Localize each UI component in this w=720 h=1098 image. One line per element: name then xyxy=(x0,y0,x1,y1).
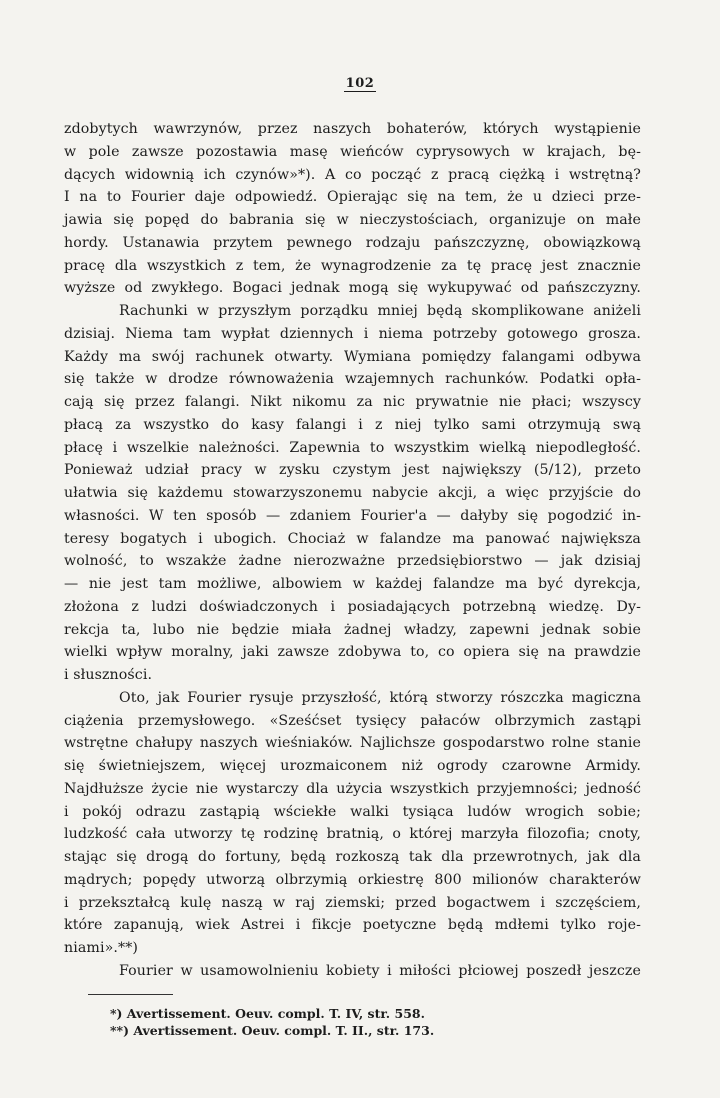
text-line: i przekształcą kulę naszą w raj ziemski; przed bogactwem i szczęściem, xyxy=(64,894,641,911)
text-line: niami».**) xyxy=(64,940,139,956)
page-number: 102 xyxy=(345,76,375,91)
text-line: w pole zawsze pozostawia masę wieńców cyprysowych w krajach, bę- xyxy=(64,143,641,160)
text-line: pracę dla wszystkich z tem, że wynagrodzenie za tę pracę jest znacznie xyxy=(64,257,641,274)
text-line: Oto, jak Fourier rysuje przyszłość, którą stworzy rószczka magiczna xyxy=(119,689,641,706)
text-line: i pokój odrazu zastąpią wściekłe walki tysiąca ludów wrogich sobie; xyxy=(64,803,641,820)
text-line: ciążenia przemysłowego. «Sześćset tysięcy pałaców olbrzymich zastąpi xyxy=(64,712,641,729)
text-line: i słuszności. xyxy=(64,667,153,683)
text-line: wolność, to wszakże żadne nierozważne przedsiębiorstwo — jak dzisiaj xyxy=(64,553,641,570)
footnote: **) Avertissement. Oeuv. compl. T. II., str. 173. xyxy=(110,1022,435,1038)
text-line: Fourier w usamowolnieniu kobiety i miłości płciowej poszedł jeszcze xyxy=(119,962,641,979)
text-line: się także w drodze równoważenia wzajemnych rachunków. Podatki opła- xyxy=(64,371,641,388)
text-line: płacą za wszystko do kasy falangi i z niej tylko sami otrzymują swą xyxy=(64,416,641,433)
text-line: jawia się popęd do babrania się w nieczystościach, organizuje on małe xyxy=(64,212,641,228)
text-line: Ponieważ udział pracy w zysku czystym jest największy (5/12), przeto xyxy=(64,462,641,479)
footnote: *) Avertissement. Oeuv. compl. T. IV, str. 558. xyxy=(110,1005,425,1021)
text-line: ułatwia się każdemu stowarzyszonemu nabycie akcji, a więc przyjście do xyxy=(64,485,641,501)
text-line: wielki wpływ moralny, jaki zawsze zdobywa to, co opiera się na prawdzie xyxy=(64,644,641,661)
text-line: stając się drogą do fortuny, będą rozkoszą tak dla przewrotnych, jak dla xyxy=(64,849,641,865)
text-line: które zapanują, wiek Astrei i fikcje poetyczne będą mdłemi tylko roje- xyxy=(64,917,641,934)
text-line: wyższe od zwykłego. Bogaci jednak mogą się wykupywać od pańszczyzny. xyxy=(64,280,641,297)
text-line: I na to Fourier daje odpowiedź. Opierając się na tem, że u dzieci prze- xyxy=(64,189,641,206)
text-line: złożona z ludzi doświadczonych i posiadających potrzebną wiedzę. Dy- xyxy=(64,598,641,615)
text-line: — nie jest tam możliwe, albowiem w każdej falandze ma być dyrekcja, xyxy=(64,576,641,592)
text-line: wstrętne chałupy naszych wieśniaków. Najlichsze gospodarstwo rolne stanie xyxy=(64,735,641,752)
text-line: hordy. Ustanawia przytem pewnego rodzaju pańszczyznę, obowiązkową xyxy=(64,234,641,251)
text-line: rekcja ta, lubo nie będzie miała żadnej władzy, zapewni jednak sobie xyxy=(64,621,641,638)
footnote-rule xyxy=(88,994,173,995)
text-line: się świetniejszem, więcej urozmaiconem niż ogrody czarowne Armidy. xyxy=(64,758,641,774)
text-line: Każdy ma swój rachunek otwarty. Wymiana pomiędzy falangami odbywa xyxy=(64,348,641,365)
text-line: Najdłuższe życie nie wystarczy dla użycia wszystkich przyjemności; jedność xyxy=(64,780,641,797)
text-line: własności. W ten sposób — zdaniem Fourier'a — dałyby się pogodzić in- xyxy=(64,507,641,524)
text-line: dzisiaj. Niema tam wypłat dziennych i niema potrzeby gotowego grosza. xyxy=(64,325,641,342)
text-line: zdobytych wawrzynów, przez naszych bohaterów, których wystąpienie xyxy=(64,121,641,137)
text-line: ludzkość cała utworzy tę rodzinę bratnią, o której marzyła filozofia; cnoty, xyxy=(64,826,641,843)
text-line: teresy bogatych i ubogich. Chociaż w falandze ma panować największa xyxy=(64,530,641,547)
text-line: cają się przez falangi. Nikt nikomu za nic prywatnie nie płaci; wszyscy xyxy=(64,394,641,410)
text-line: mądrych; popędy utworzą olbrzymią orkiestrę 800 milionów charakterów xyxy=(64,871,641,888)
text-line: dących widownią ich czynów»*). A co począć z pracą ciężką i wstrętną? xyxy=(64,166,641,183)
text-line: Rachunki w przyszłym porządku mniej będą skomplikowane aniżeli xyxy=(119,303,641,319)
text-line: płacę i wszelkie należności. Zapewnia to wszystkim wielką niepodległość. xyxy=(64,439,641,456)
